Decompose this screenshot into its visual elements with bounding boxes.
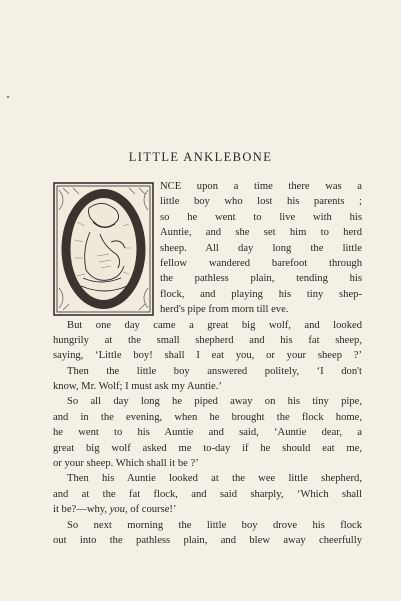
text-line xyxy=(53,502,362,517)
text-segment: , of course!’ xyxy=(124,504,177,516)
text-line: fellow wandered barefoot through xyxy=(160,257,362,269)
text-line: herd's pipe from morn till eve. xyxy=(160,304,289,316)
italic-word: you xyxy=(109,504,125,516)
text-line: so he went to live with his xyxy=(160,211,362,223)
text-line: great big wolf asked me to-day if he should eat me, xyxy=(53,442,362,454)
text-line: Then his Auntie looked at the wee little shepherd, xyxy=(67,473,362,485)
text-line: Then the little boy answered politely, ‘I don't xyxy=(67,365,362,377)
text-line: out into the pathless plain, and blew away cheerfully xyxy=(53,534,362,546)
text-line: and in the evening, when he brought the flock home, xyxy=(53,411,362,423)
text-segment: it be?—why, xyxy=(53,504,110,516)
text-line: flock, and playing his tiny shep- xyxy=(160,288,362,300)
text-line: the pathless plain, tending his xyxy=(160,273,362,285)
text-line: sheep. All day long the little xyxy=(160,242,362,254)
text-line: or your sheep. Which shall it be ?’ xyxy=(53,458,199,470)
text-line: hungrily at the small shepherd and his fat sheep, xyxy=(53,334,362,346)
text-line: and at the fat flock, and said sharply, ‘Which shall xyxy=(53,488,362,500)
story-text xyxy=(53,179,362,548)
paper-speck xyxy=(7,96,9,98)
text-line: So all day long he piped away on his tiny pipe, xyxy=(67,396,362,408)
text-line: But one day came a great big wolf, and looked xyxy=(67,319,362,331)
text-line: know, Mr. Wolf; I must ask my Auntie.’ xyxy=(53,381,222,393)
chapter-title: LITTLE ANKLEBONE xyxy=(128,150,273,164)
text-line: he went to his Auntie and said, ‘Auntie dear, a xyxy=(53,427,362,439)
text-line: little boy who lost his parents ; xyxy=(160,196,362,208)
text-line: NCE upon a time there was a xyxy=(160,181,362,192)
text-line: Auntie, and she set him to herd xyxy=(160,227,362,239)
text-line: So next morning the little boy drove his flock xyxy=(67,519,362,531)
text-line: saying, ‘Little boy! shall I eat you, or your sheep ?’ xyxy=(53,350,362,362)
